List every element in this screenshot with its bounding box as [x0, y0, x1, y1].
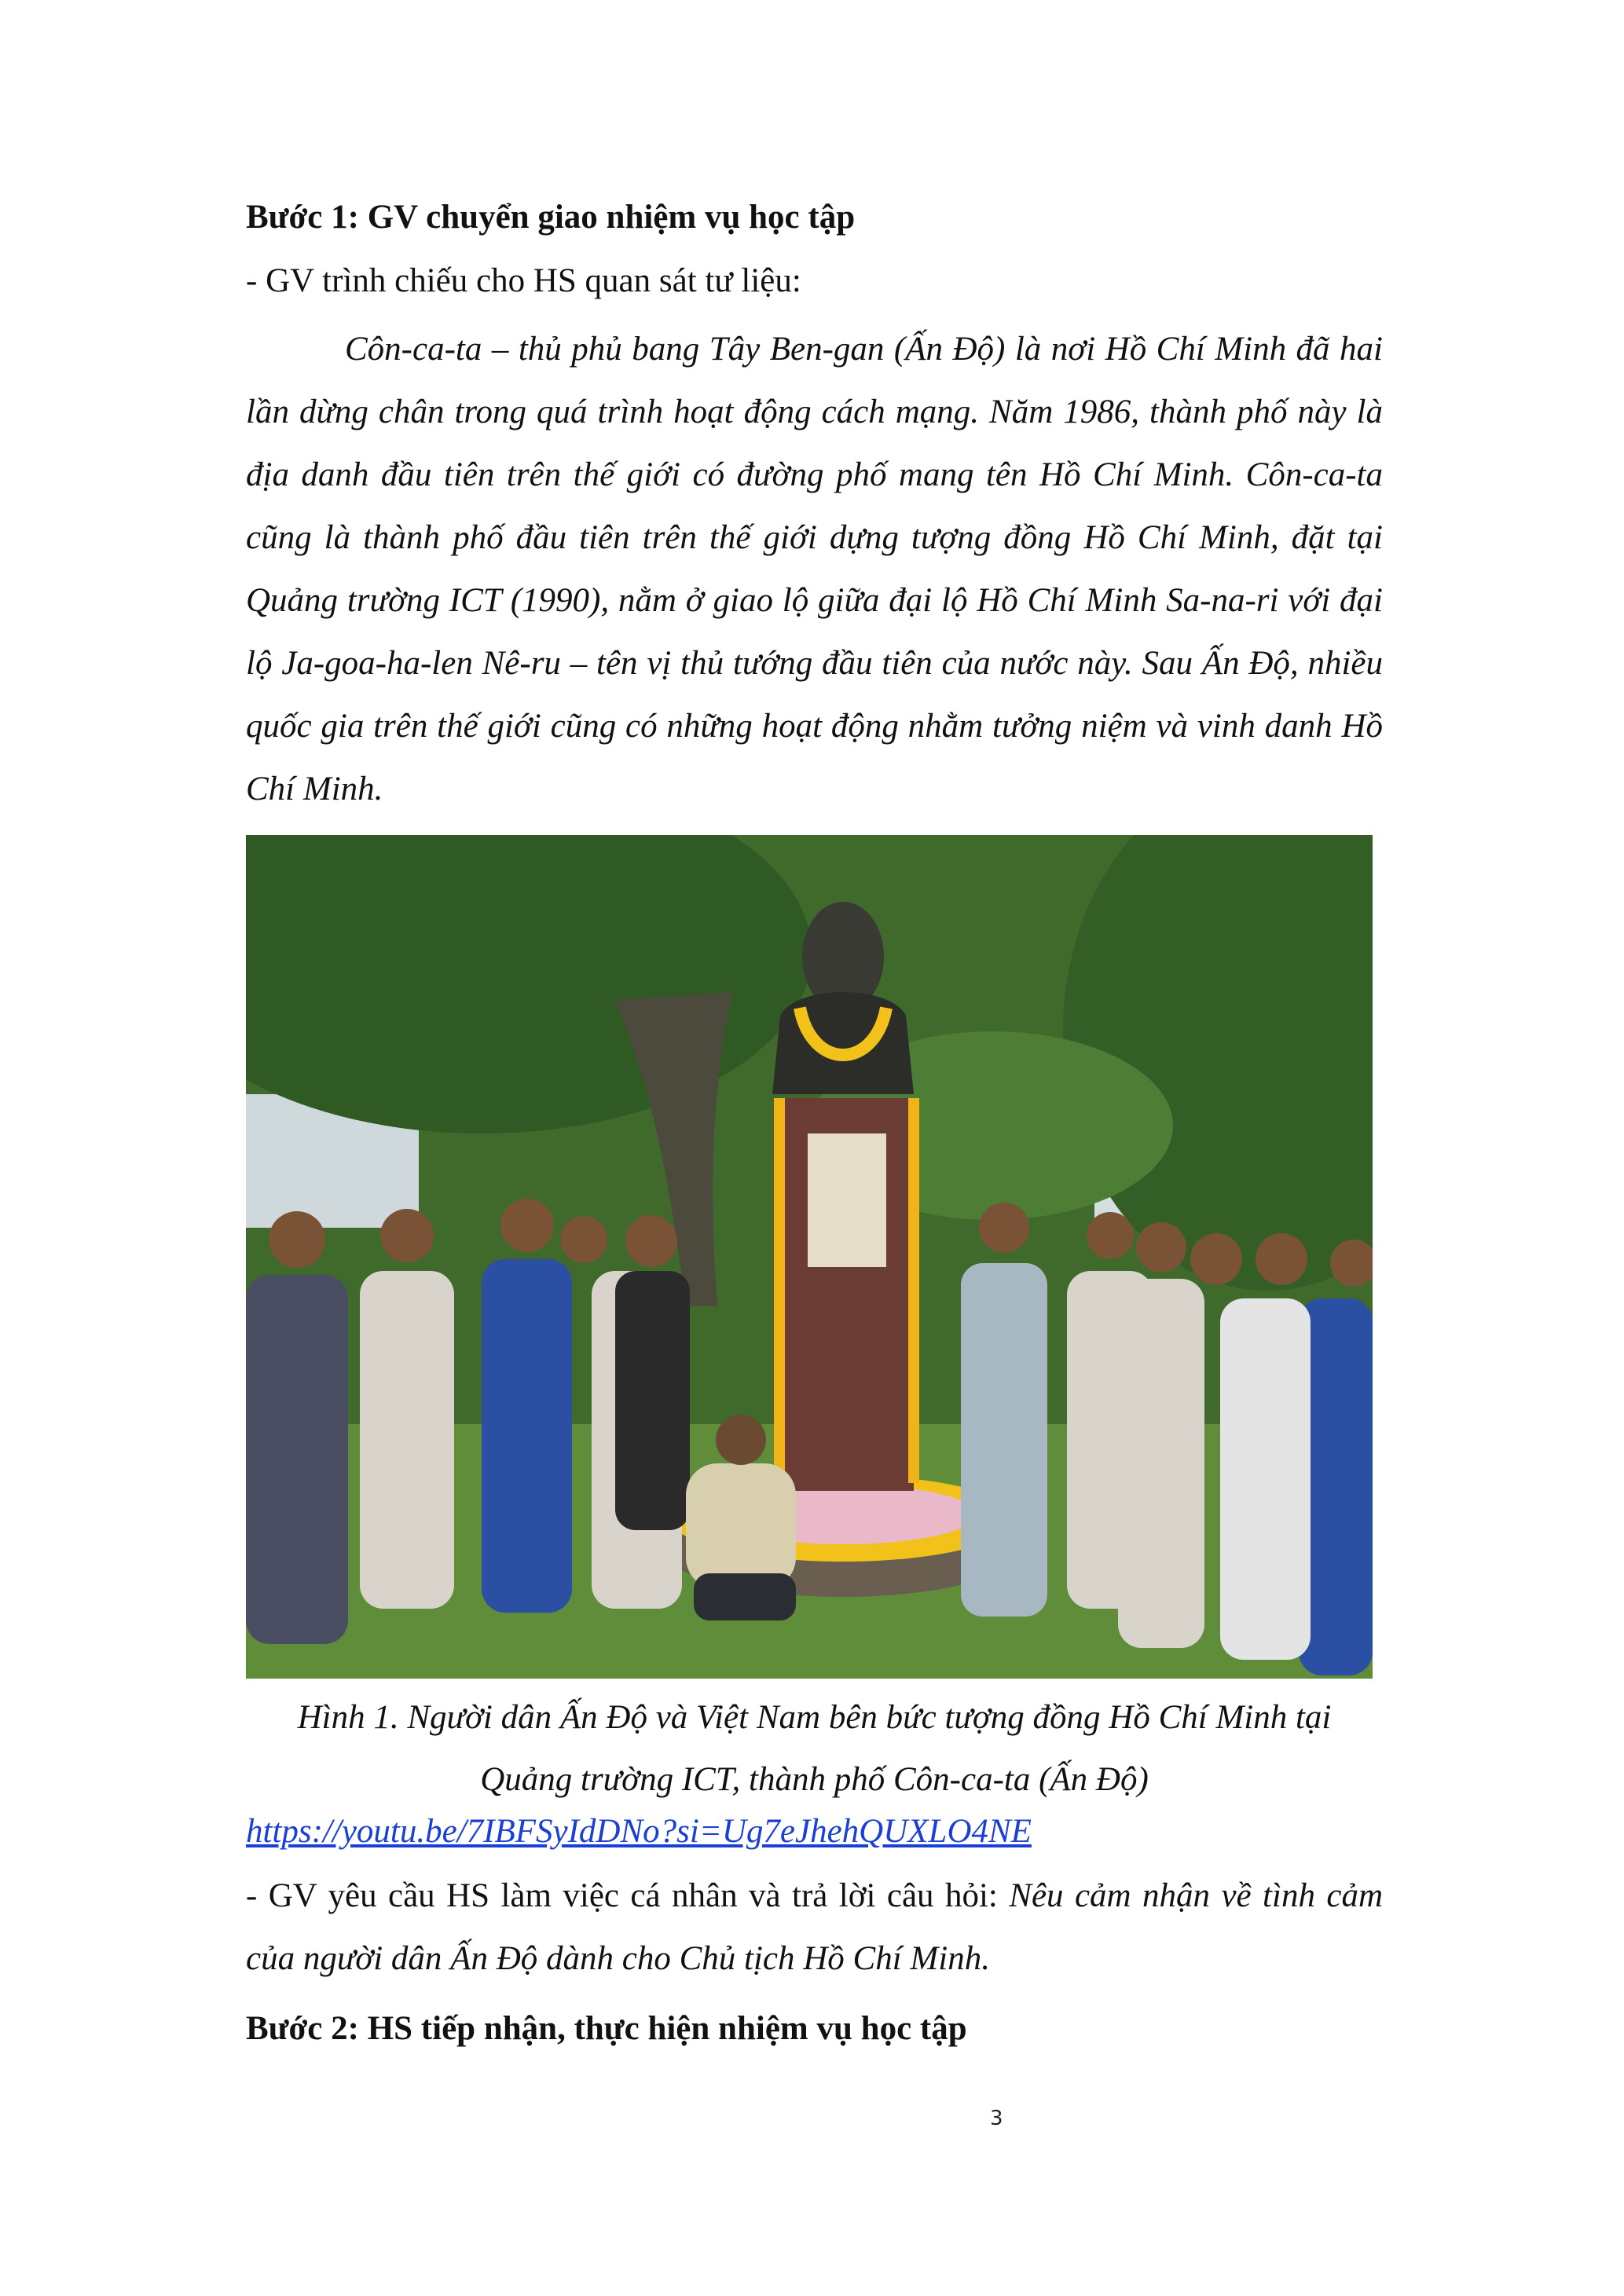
task-question: Nêu cảm nhận về tình cảm của người dân Ấn Độ dành cho Chủ tịch Hồ Chí Minh.	[246, 1877, 1383, 1977]
step1-heading: Bước 1: GV chuyển giao nhiệm vụ học tập	[246, 199, 856, 236]
task-prefix: - GV yêu cầu HS làm việc cá nhân và trả lời câu hỏi:	[246, 1877, 1010, 1914]
figure-caption	[246, 1686, 1383, 1811]
caption-line-1: Hình 1. Người dân Ấn Độ và Việt Nam bên bức tượng đồng Hồ Chí Minh tại	[297, 1699, 1332, 1736]
caption-line-2: Quảng trường ICT, thành phố Côn-ca-ta (Ấn Độ)	[480, 1761, 1149, 1798]
video-link[interactable]: https://youtu.be/7IBFSyIdDNo?si=Ug7eJhehQUXLO4NE	[246, 1813, 1032, 1850]
statue-photo	[246, 835, 1373, 1679]
quote-block	[246, 318, 1383, 821]
quote-paragraph: Côn-ca-ta – thủ phủ bang Tây Ben-gan (Ấn Độ) là nơi Hồ Chí Minh đã hai lần dừng chân trong quá trình hoạt động cách mạng. Năm 1986, thành phố này là địa danh đầu tiên trên thế giới có đường phố mang tên Hồ Chí Minh. Côn-ca-ta cũng là thành phố đầu tiên trên thế giới dựng tượng đồng Hồ Chí Minh, đặt tại Quảng trường ICT (1990), nằm ở giao lộ giữa đại lộ Hồ Chí Minh Sa-na-ri với đại lộ Ja-goa-ha-len Nê-ru – tên vị thủ tướng đầu tiên của nước này. Sau Ấn Độ, nhiều quốc gia trên thế giới cũng có những hoạt động nhằm tưởng niệm và vinh danh Hồ Chí Minh.	[246, 331, 1383, 807]
task-block	[246, 1865, 1383, 1990]
page-number: 3	[990, 2107, 1003, 2130]
intro-line: - GV trình chiếu cho HS quan sát tư liệu:	[246, 262, 801, 299]
step2-heading: Bước 2: HS tiếp nhận, thực hiện nhiệm vụ học tập	[246, 2010, 967, 2047]
task-paragraph	[246, 1865, 1383, 1990]
